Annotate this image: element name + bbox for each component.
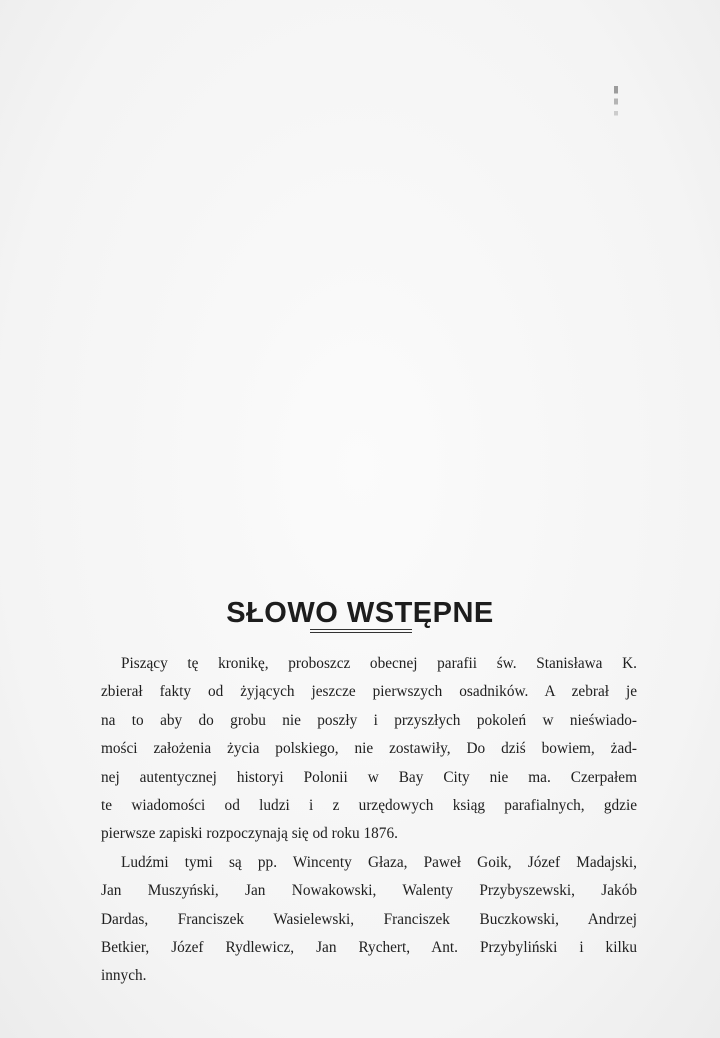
page-edge-mark: [614, 86, 618, 128]
text-line: te wiadomości od ludzi i z urzędowych ksiąg parafialnych, gdzie: [101, 796, 637, 814]
text-line: Betkier, Józef Rydlewicz, Jan Rychert, Ant. Przybyliński i kilku: [101, 938, 637, 956]
text-line: Dardas, Franciszek Wasielewski, Franciszek Buczkowski, Andrzej: [101, 910, 637, 928]
text-line: pierwsze zapiski rozpoczynają się od roku 1876.: [101, 825, 398, 843]
title-rule-top-line: [310, 629, 412, 630]
body-text: [101, 650, 637, 991]
paragraph-1: [101, 650, 637, 849]
text-line: na to aby do grobu nie poszły i przyszłych pokoleń w nieświado-: [101, 711, 637, 729]
text-line: nej autentycznej historyi Polonii w Bay City nie ma. Czerpałem: [101, 768, 637, 786]
title-rule-bottom-line: [310, 632, 412, 633]
text-line: Ludźmi tymi są pp. Wincenty Głaza, Paweł Goik, Józef Madajski,: [121, 853, 637, 871]
text-line: Piszący tę kronikę, proboszcz obecnej parafii św. Stanisława K.: [121, 655, 637, 672]
title-rule: [310, 629, 412, 633]
text-line: innych.: [101, 967, 147, 985]
text-line: Jan Muszyński, Jan Nowakowski, Walenty Przybyszewski, Jakób: [101, 882, 637, 900]
text-line: zbierał fakty od żyjących jeszcze pierwszych osadników. A zebrał je: [101, 683, 637, 701]
page-title: SŁOWO WSTĘPNE: [226, 597, 494, 630]
paragraph-2: [101, 849, 637, 991]
text-line: mości założenia życia polskiego, nie zostawiły, Do dziś bowiem, żad-: [101, 740, 637, 758]
